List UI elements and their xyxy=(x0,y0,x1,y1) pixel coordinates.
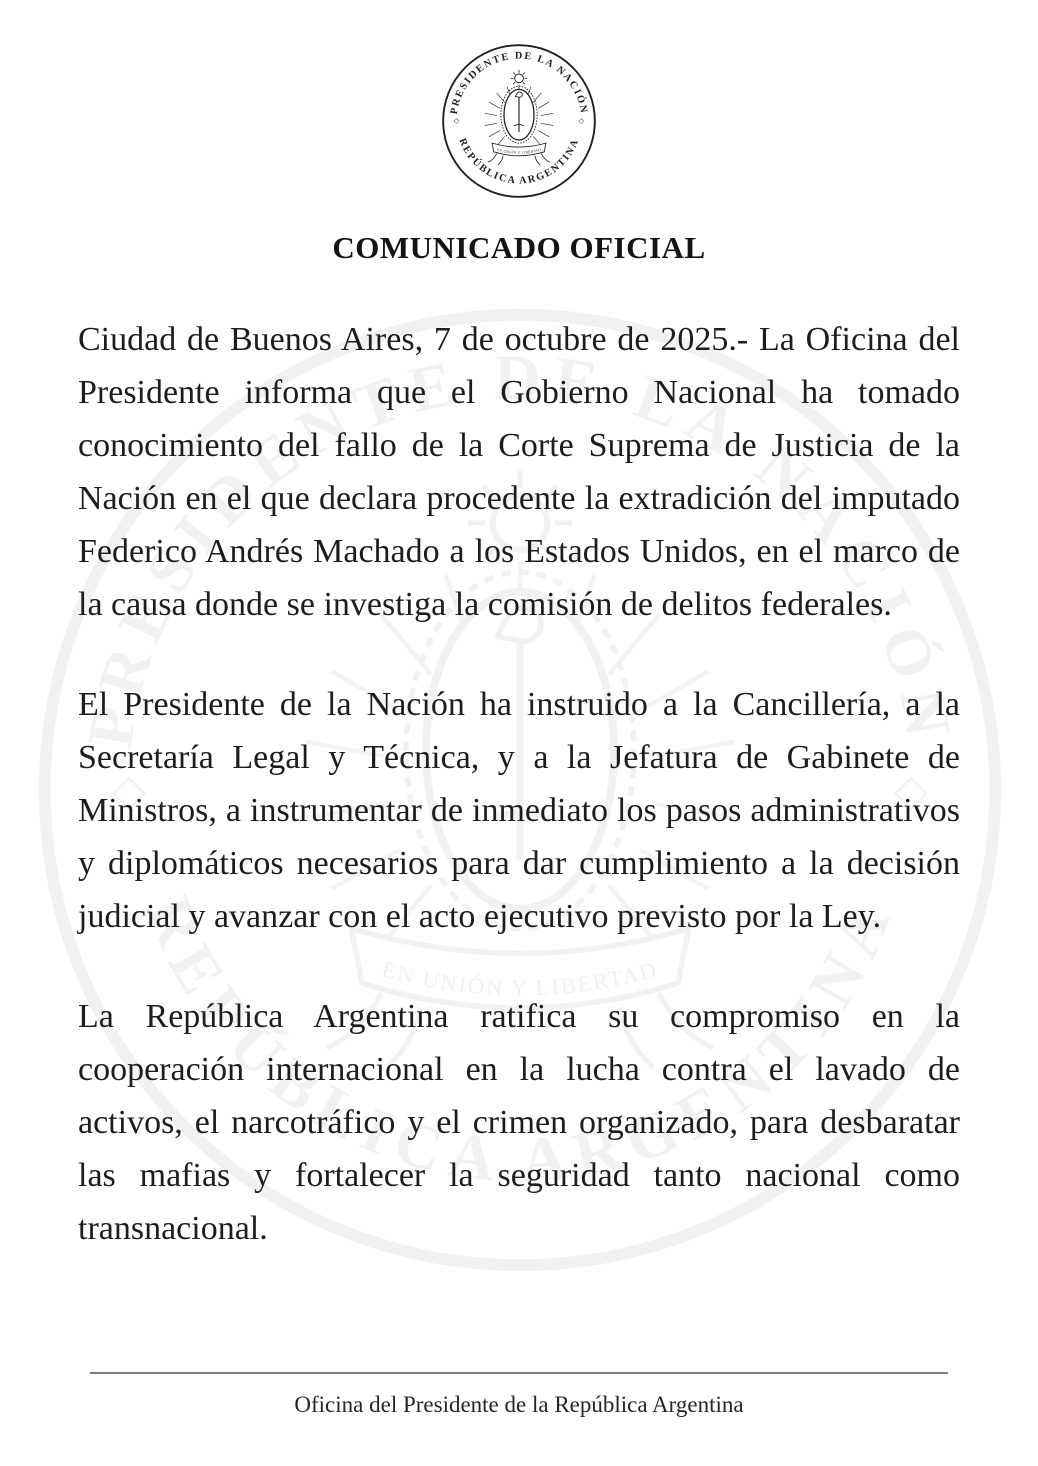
document-footer xyxy=(0,1372,1038,1418)
paragraph-2: El Presidente de la Nación ha instruido a la Cancillería, a la Secretaría Legal y Técnica, y a la Jefatura de Gabinete de Ministros, a instrumentar de inmediato los pasos administrativos y diplomáticos necesarios para dar cumplimiento a la decisión judicial y avanzar con el acto ejecutivo previsto por la Ley. xyxy=(78,686,960,935)
presidential-seal xyxy=(440,42,598,200)
footer-divider xyxy=(90,1372,948,1374)
footer-text: Oficina del Presidente de la República Argentina xyxy=(294,1392,744,1417)
paragraph-1: Ciudad de Buenos Aires, 7 de octubre de 2025.- La Oficina del Presidente informa que el Gobierno Nacional ha tomado conocimiento del fallo de la Corte Suprema de Justicia de la Nación en el que declara procedente la extradición del imputado Federico Andrés Machado a los Estados Unidos, en el marco de la causa donde se investiga la comisión de delitos federales. xyxy=(78,321,960,623)
paragraph-3: La República Argentina ratifica su compromiso en la cooperación internacional en la lucha contra el lavado de activos, el narcotráfico y el crimen organizado, para desbaratar las mafias y fortalecer la seguridad tanto nacional como transnacional. xyxy=(78,998,960,1247)
page-title: COMUNICADO OFICIAL xyxy=(332,230,706,265)
document-body xyxy=(78,313,960,1255)
document-content xyxy=(0,42,1038,1255)
